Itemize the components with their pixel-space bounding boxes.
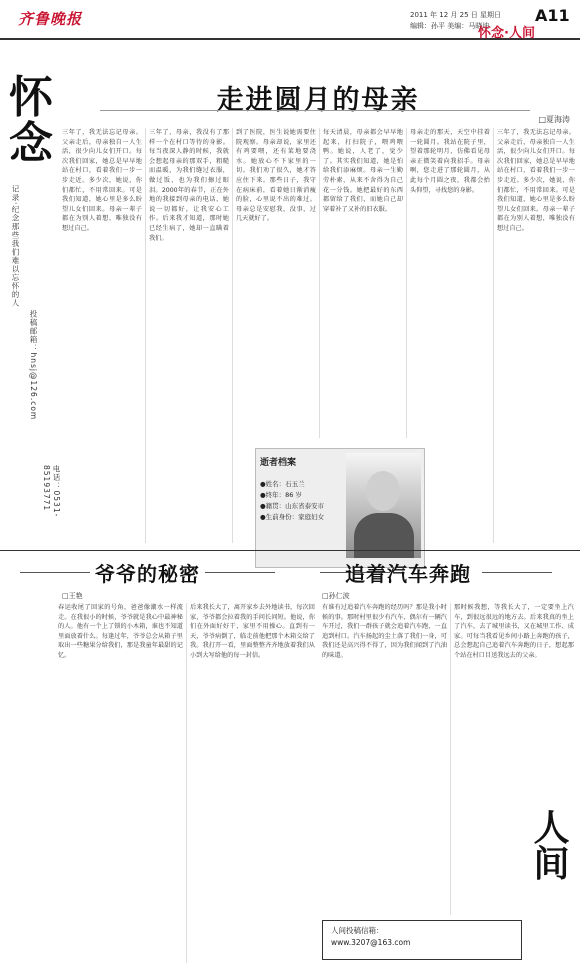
profile-status: ●生前身份：家庭妇女: [260, 513, 325, 521]
article3-col-1: 有谁有过追着汽车奔跑的经历吗？那是我小时候的事。那时村里很少有汽车，偶尔有一辆汽车开过，我们一群孩子就会追着汽车跑，一直追到村口。汽车扬起的尘土落了我们一身，可我们还是高兴得不得了，因为我们闻到了汽油的味道。: [322, 604, 447, 659]
profile-info: [260, 479, 324, 523]
column-divider: [406, 128, 407, 438]
article2-col-2: 后来我长大了，离开家乡去外地读书，每次回家，爷爷都会拉着我的手问长问短。他说，你们在外面好好干，家里不用操心。直到有一天，爷爷病倒了，临走前他把那个木箱交给了我。我打开一看，里面整整齐齐地放着我们从小到大写给他的每一封信。: [190, 604, 315, 659]
title-rule: [100, 110, 530, 111]
profile-name: ●姓名：石玉兰: [260, 480, 305, 488]
article2-author: □王艳: [62, 592, 83, 600]
portrait-photo: [346, 453, 421, 558]
section-title: 怀念·人间: [478, 26, 535, 41]
article3-title: 追着汽车奔跑: [345, 562, 471, 586]
sidebar-big-title: 怀念: [9, 72, 53, 169]
article1-col-1: 三年了，我无法忘记母亲。父亲走后，母亲独自一人生活，很少向儿女们开口。每次我们回家，她总是早早地站在村口，看着我们一步一步走近。多少次，她说，你们都忙，不用常回来。可是我们知道，她心里是多么盼望儿女们回来。母亲一辈子都在为别人着想，唯独没有想过自己。: [62, 129, 142, 232]
sidebar-phone: 电话：0531-85193771: [42, 465, 61, 518]
article1-title: 走进圆月的母亲: [216, 85, 420, 116]
issue-date: 2011 年 12 月 25 日 星期日: [410, 11, 501, 19]
title-ornament-right: [205, 572, 275, 573]
column-divider: [450, 603, 451, 915]
column-divider: [319, 128, 320, 438]
profile-age: ●终年：86 岁: [260, 491, 303, 499]
submission-mailbox: [322, 920, 522, 960]
article3-col-2: 那时候我想，等我长大了，一定要坐上汽车，到很远很远的地方去。后来我真的坐上了汽车，去了城里读书，又在城里工作、成家。可每当我看见乡间小路上奔跑的孩子，总会想起自己追着汽车奔跑的日子，想起那个站在村口目送我远去的父亲。: [454, 604, 574, 659]
corner-char-jian: 间: [533, 843, 570, 885]
article1-col-6: 三年了，我无法忘记母亲。父亲走后，母亲独自一人生活，很少向儿女们开口。每次我们回家，她总是早早地站在村口，看着我们一步一步走近。多少次，她说，你们都忙，不用常回来。可是我们知道，她心里是多么盼望儿女们回来。母亲一辈子都在为别人着想，唯独没有想过自己。: [497, 129, 575, 232]
mailbox-label: 人间投稿信箱：: [331, 926, 384, 935]
newspaper-logo: 齐鲁晚报: [18, 10, 83, 28]
portrait-face: [366, 471, 400, 511]
column-divider: [232, 128, 233, 543]
article2-col-1: 春运收尾了回家的号角，爸爸像潮水一样流走。在我很小的时候，爷爷就是我心中最神秘的人。他有一个上了锁的小木箱，谁也不知道里面放着什么。每逢过年，爷爷总会从箱子里取出一些糖果分给我们，那是我童年最甜的记忆。: [58, 604, 183, 659]
title-ornament-right: [482, 572, 552, 573]
article2-title: 爷爷的秘密: [95, 562, 200, 586]
page-number: A11: [535, 6, 570, 25]
sidebar-email: 投稿邮箱：hnsj@126.com: [29, 310, 38, 421]
sidebar: [6, 45, 61, 550]
column-divider: [145, 128, 146, 543]
column-divider: [493, 128, 494, 543]
portrait-body: [354, 513, 414, 558]
article1-byline: □夏海涛: [538, 115, 570, 124]
profile-hometown: ●籍贯：山东省泰安市: [260, 502, 325, 510]
article1-col-5: 母亲走的那天，天空中挂着一轮圆月。我站在院子里，望着那轮明月，仿佛看见母亲正微笑着向我招手。母亲啊，您走进了那轮圆月，从此每个月圆之夜，我都会抬头仰望，寻找您的身影。: [410, 129, 490, 194]
title-ornament-left: [20, 572, 90, 573]
article3-author: □孙仁波: [322, 592, 350, 600]
article1-col-3: 到了医院，医生说她需要住院观察。母亲却说，家里还有鸡要喂，还有菜地要浇水。她放心不下家里的一切。我们劝了很久，她才答应住下来。那些日子，我守在病床前，看着她日渐消瘦的脸，心里说不出的难过。母亲总是安慰我，没事，过几天就好了。: [236, 129, 316, 223]
article1-col-2: 三年了，母亲，我没有了那样一个在村口等待的身影。每当夜深人静的时候，我就会想起母亲的那双手，粗糙而温暖，为我们缝过衣服，做过饭，也为我们擦过眼泪。2000年的春节，正在外地的我接到母亲的电话，她说一切都好，让我安心工作。后来我才知道，那时她已经生病了，她却一直瞒着我们。: [149, 129, 229, 242]
corner-char-ren: 人: [533, 807, 570, 849]
sidebar-tagline: 记录·纪念那些我们难以忘怀的人: [11, 185, 20, 308]
section-divider: [0, 550, 580, 551]
mailbox-email[interactable]: www.3207@163.com: [331, 938, 411, 947]
editor-credits: 编辑：孙平 美编：马晓迪: [410, 22, 490, 30]
corner-title: [524, 807, 579, 960]
column-divider: [186, 603, 187, 963]
profile-heading: 逝者档案: [260, 458, 297, 468]
masthead: [0, 0, 580, 40]
article1-col-4: 每天清晨，母亲都会早早地起来，打扫院子，喂鸡喂鸭。她说，人老了，觉少了。其实我们知道，她是怕给我们添麻烦。母亲一生勤劳朴素，从来不舍得为自己花一分钱。她把最好的东西都留给了我们，而她自己却穿着补了又补的旧衣服。: [323, 129, 403, 213]
